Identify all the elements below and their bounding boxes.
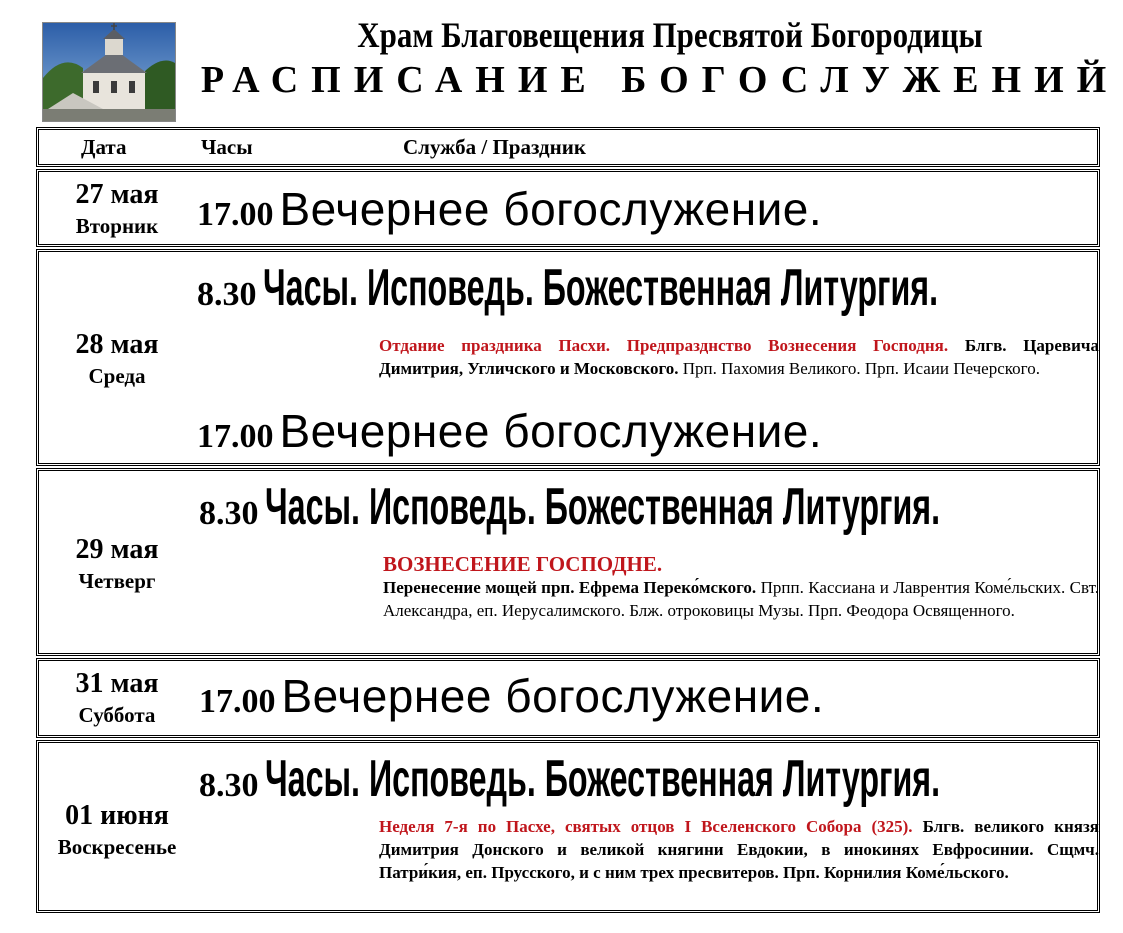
header-time: Часы: [201, 135, 253, 159]
service-line: [199, 669, 824, 723]
saints-plain: Прпп. Кассиана и Лаврентия Коме́льских. Свт. Александра, еп. Иерусалимского. Блж. отроковицы Музы. Прп. Феодора Освященного.: [383, 578, 1100, 620]
schedule-row-31-may: [36, 658, 1100, 738]
row-date: [39, 328, 195, 390]
service-name: Часы. Исповедь. Божественная Литургия.: [264, 750, 940, 808]
date-day: 31 мая: [75, 668, 159, 699]
schedule-row-29-may: [36, 468, 1100, 656]
feast-title: ВОЗНЕСЕНИЕ ГОСПОДНЕ.: [383, 552, 663, 576]
header-date: Дата: [81, 135, 127, 159]
header-service: Служба / Праздник: [403, 135, 586, 159]
date-day: 29 мая: [75, 534, 159, 565]
service-line: [199, 749, 1123, 809]
saints-plain: Прп. Пахомия Великого. Прп. Исаии Печерского.: [682, 359, 1040, 378]
saints-bold: Блгв. великого князя Димитрия Донского и великой княгини Евдокии, в инокинях Евфросинии. Сщмч. Патри́кия, еп. Прусского, и с ним трех пресвитеров. Прп. Корнилия Коме́льского.: [379, 817, 1099, 882]
service-name: Вечернее богослужение.: [279, 405, 823, 457]
feast-note: Отдание праздника Пасхи. Предпразднство Вознесения Господня.: [379, 336, 949, 355]
service-time: 8.30: [197, 276, 257, 313]
schedule-row-27-may: [36, 169, 1100, 247]
service-line: [199, 477, 1123, 537]
schedule-row-01-june: [36, 740, 1100, 913]
service-name: Часы. Исповедь. Божественная Литургия.: [262, 259, 938, 317]
church-title: Храм Благовещения Пресвятой Богородицы: [357, 15, 983, 55]
row-date: [39, 799, 195, 861]
service-line: [197, 258, 1123, 318]
date-weekday: Среда: [88, 364, 146, 388]
schedule-title: РАСПИСАНИЕ БОГОСЛУЖЕНИЙ: [200, 59, 1120, 101]
church-photo-image: [43, 23, 175, 121]
service-name: Вечернее богослужение.: [281, 670, 825, 722]
service-name: Часы. Исповедь. Божественная Литургия.: [264, 478, 940, 536]
saints-bold: Блгв. Царевича Димитрия, Угличского и Московского.: [379, 336, 1099, 378]
service-line: [197, 182, 822, 236]
service-time: 8.30: [199, 767, 259, 804]
day-commemorations: [379, 334, 1099, 380]
service-time: 17.00: [199, 683, 276, 720]
schedule-row-28-may: [36, 249, 1100, 466]
service-name: Вечернее богослужение.: [279, 183, 823, 235]
date-weekday: Вторник: [75, 214, 159, 238]
saints-bold: Перенесение мощей прп. Ефрема Переко́мского.: [383, 578, 757, 597]
church-photo: [42, 22, 176, 122]
day-commemorations: [379, 815, 1099, 884]
date-weekday: Воскресенье: [57, 835, 177, 859]
row-date: [39, 178, 195, 240]
service-line: [197, 404, 822, 458]
feast-note: Неделя 7-я по Пасхе, святых отцов I Вселенского Собора (325).: [379, 817, 913, 836]
day-commemorations: [383, 553, 1099, 622]
row-date: [39, 533, 195, 595]
service-time: 17.00: [197, 418, 274, 455]
date-weekday: Четверг: [78, 569, 156, 593]
row-date: [39, 667, 195, 729]
service-time: 8.30: [199, 495, 259, 532]
date-day: 01 июня: [65, 800, 169, 831]
table-header: [36, 127, 1100, 167]
date-day: 27 мая: [75, 179, 159, 210]
date-weekday: Суббота: [78, 703, 156, 727]
service-time: 17.00: [197, 196, 274, 233]
date-day: 28 мая: [75, 329, 159, 360]
